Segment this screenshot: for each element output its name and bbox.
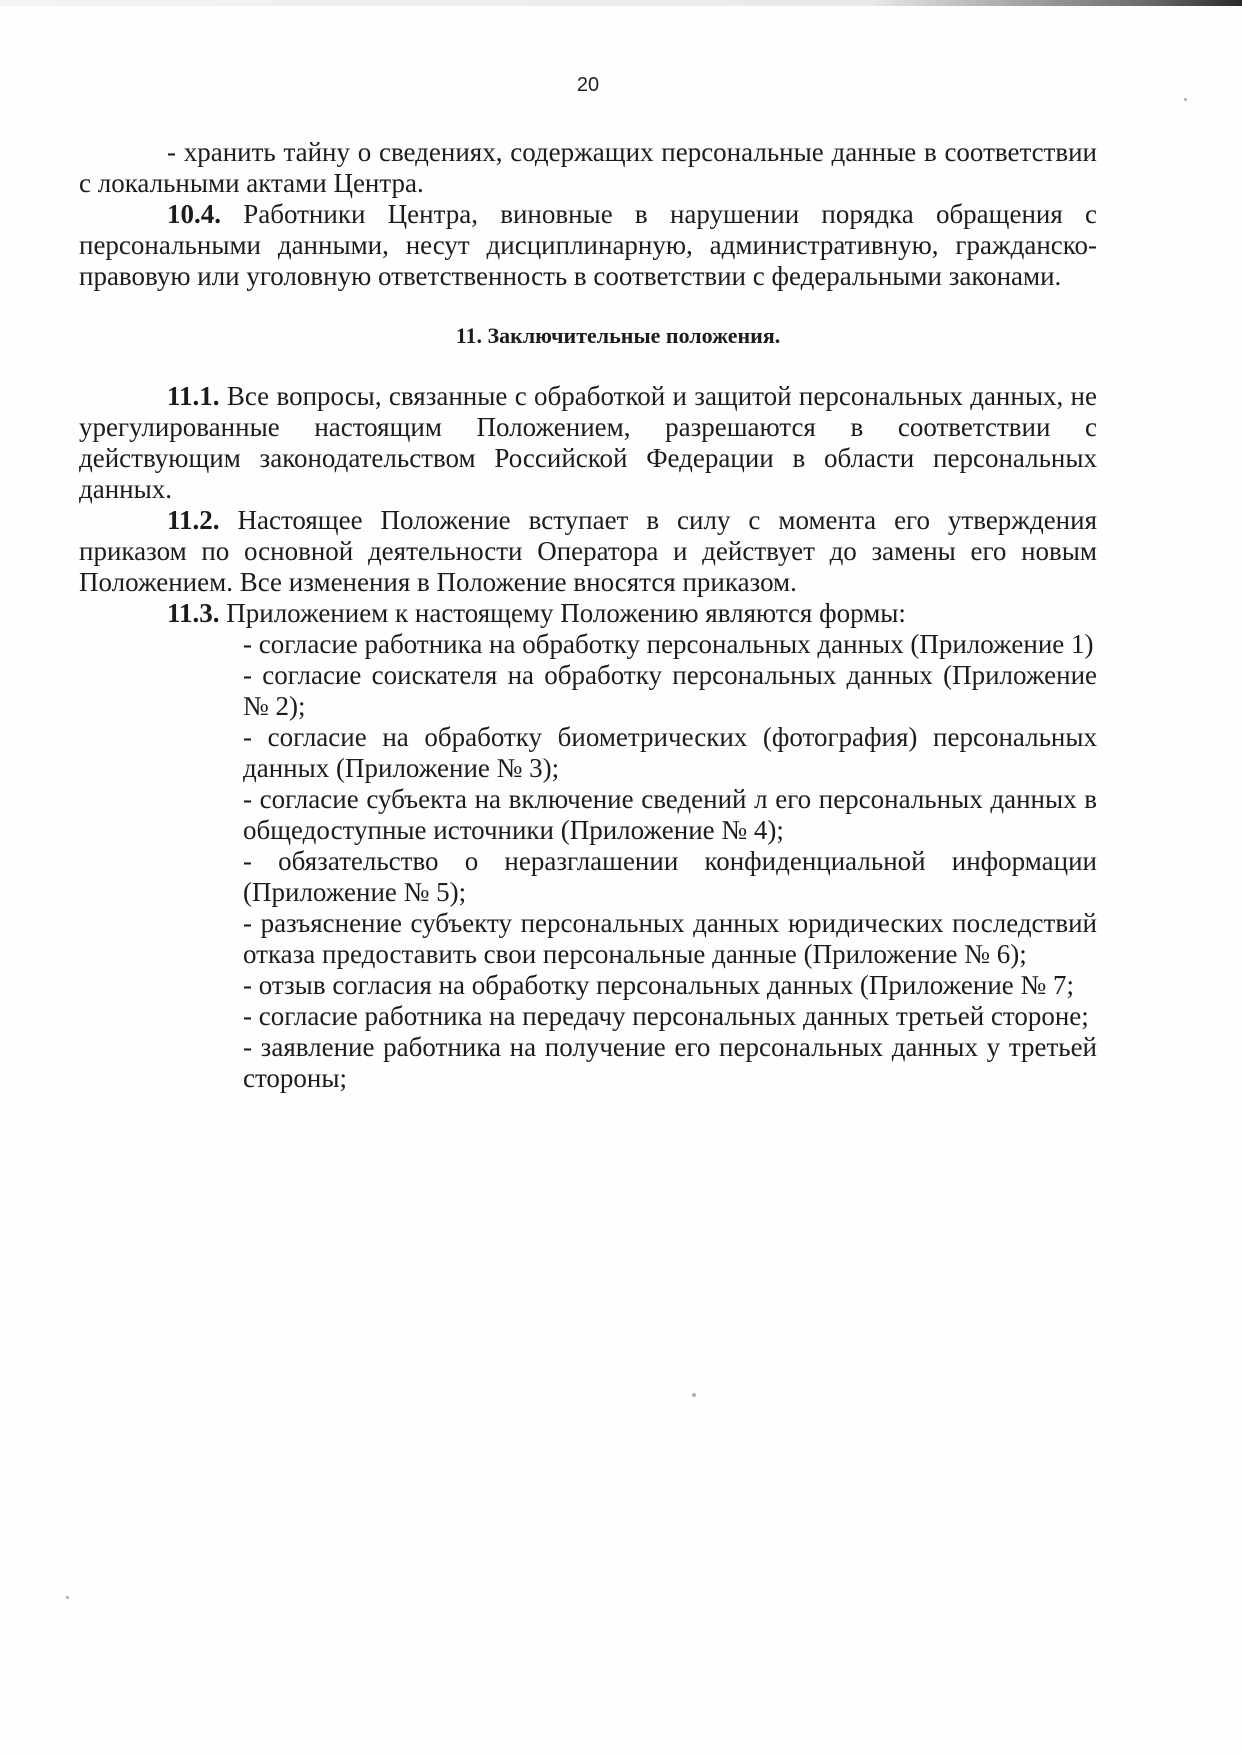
scan-speck [66,1596,69,1599]
list-item: - отзыв согласия на обработку персональных данных (Приложение № 7; [243,970,1075,1000]
paragraph-11-3 [79,598,1097,629]
forms-list [79,629,1097,1094]
list-item: - согласие работника на передачу персональных данных третьей стороне; [243,1001,1089,1031]
paragraph-text: Все вопросы, связанные с обработкой и защитой персональных данных, не урегулированные настоящим Положением, разрешаются в соответствии с действующим законодательством Российской Федерации в области персональных данных. [79,381,1097,504]
paragraph-text: - хранить тайну о сведениях, содержащих персональные данные в соответствии с локальными актами Центра. [79,137,1097,198]
list-item: - согласие на обработку биометрических (фотография) персональных данных (Приложение № 3); [243,722,1097,783]
list-item: - разъяснение субъекту персональных данных юридических последствий отказа предоставить свои персональные данные (Приложение № 6); [243,908,1097,969]
paragraph-11-1 [79,381,1097,505]
paragraph-text: Работники Центра, виновные в нарушении порядка обращения с персональными данными, несут дисциплинарную, административную, гражданско-правовую или уголовную ответственность в соответствии с федеральными законами. [79,199,1097,291]
paragraph-keep-secret [79,137,1097,199]
list-item: - согласие соискателя на обработку персональных данных (Приложение № 2); [243,660,1097,721]
scan-edge [0,0,1242,6]
list-item: - обязательство о неразглашении конфиденциальной информации (Приложение № 5); [243,846,1097,907]
document-body [79,137,1097,1094]
clause-number: 11.3. [167,598,220,628]
paragraph-10-4 [79,199,1097,292]
paragraph-text: Настоящее Положение вступает в силу с момента его утверждения приказом по основной деятельности Оператора и действует до замены его новым Положением. Все изменения в Положение вносятся приказом. [79,505,1097,597]
scan-speck [1184,98,1187,101]
clause-number: 11.2. [167,505,220,535]
list-item: - заявление работника на получение его персональных данных у третьей стороны; [243,1032,1097,1093]
paragraph-11-2 [79,505,1097,598]
clause-number: 11.1. [167,381,220,411]
list-item: - согласие субъекта на включение сведений л его персональных данных в общедоступные источники (Приложение № 4); [243,784,1097,845]
section-heading: 11. Заключительные положения. [455,323,781,348]
clause-number: 10.4. [167,199,221,229]
scan-speck [692,1393,696,1397]
list-item: - согласие работника на обработку персональных данных (Приложение 1) [243,629,1094,659]
paragraph-text: Приложением к настоящему Положению являются формы: [219,598,906,628]
page-number: 20 [576,74,600,96]
